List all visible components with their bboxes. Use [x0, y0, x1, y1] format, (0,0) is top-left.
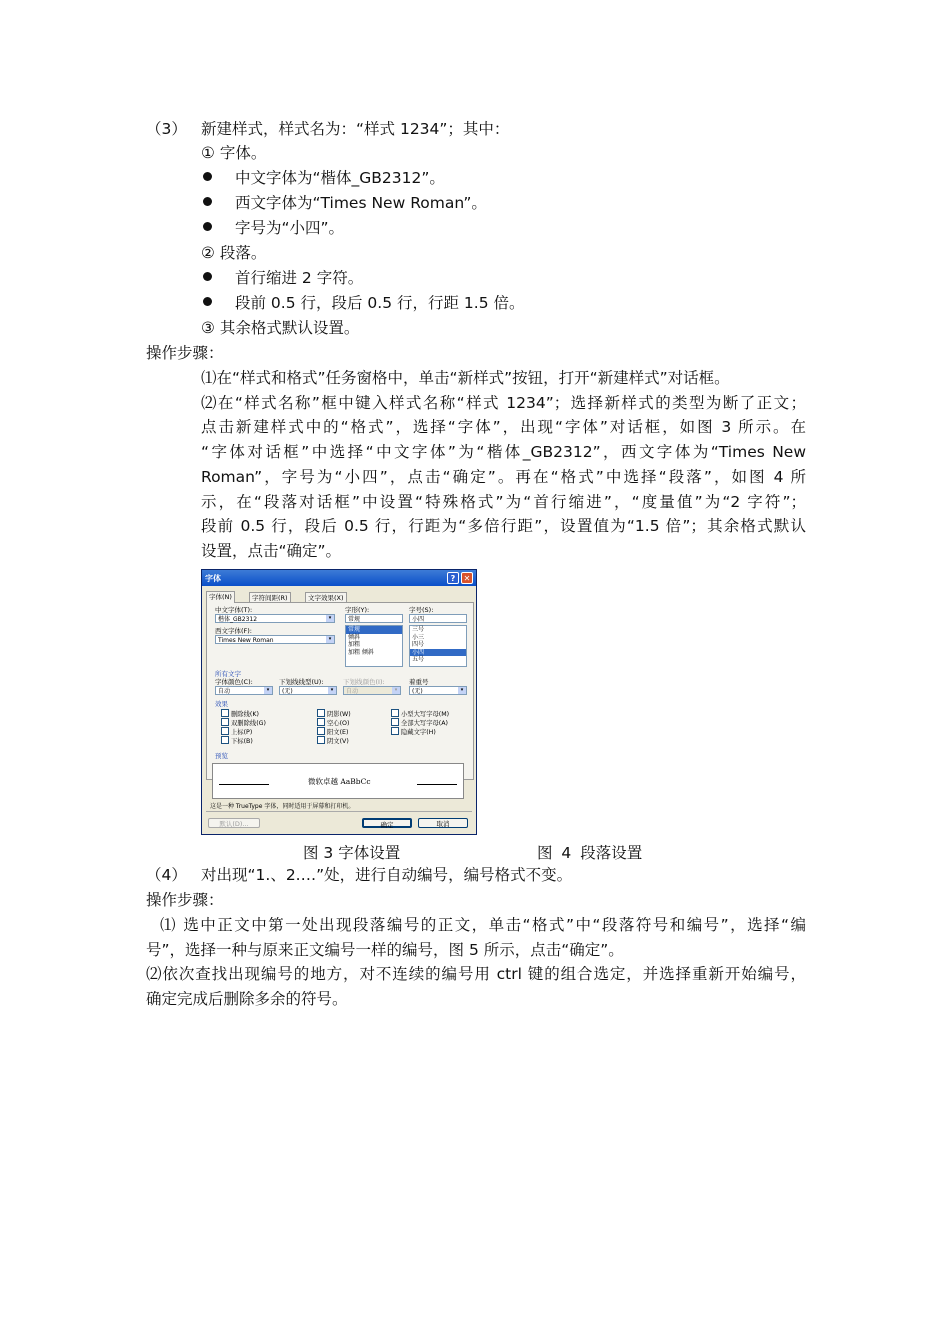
default-button[interactable]: 默认(D)...	[208, 818, 260, 828]
item-number: （3）	[146, 120, 187, 138]
west-font-label: 西文字体(F):	[215, 627, 253, 635]
cn-font-label: 中文字体(T):	[215, 606, 253, 614]
section-effects: 效果	[215, 700, 228, 708]
tab-font[interactable]: 字体(N)	[206, 591, 235, 603]
step-line: 段前 0.5 行，段后 0.5 行，行距为“多倍行距”，设置值为“1.5 倍”；其余格式默认	[201, 517, 806, 535]
list-item[interactable]: 五号	[412, 656, 425, 663]
sub-heading: ① 字体。	[201, 144, 267, 162]
figure3-caption: 图 3 字体设置	[303, 844, 401, 862]
checkbox-emboss[interactable]: 阳文(E)	[317, 727, 349, 736]
checkbox-shadow[interactable]: 阴影(W)	[317, 709, 351, 718]
checkbox-strikethrough[interactable]: 删除线(K)	[221, 709, 259, 718]
cn-font-select[interactable]	[215, 614, 335, 623]
list-item[interactable]: 小四	[410, 649, 466, 657]
font-dialog	[201, 569, 477, 835]
chevron-down-icon: ▾	[392, 687, 400, 694]
emphasis-value: (无)	[412, 688, 423, 695]
chevron-down-icon: ▾	[326, 615, 334, 622]
item-number: （4）	[146, 866, 187, 884]
figure4-caption: 图 4 段落设置	[537, 844, 643, 862]
step-line: 示，在“段落对话框”中设置“特殊格式”为“首行缩进”，“度量值”为“2 字符”；	[201, 493, 806, 511]
list-item[interactable]: 四号	[412, 641, 425, 648]
cn-font-value: 楷体_GB2312	[218, 616, 258, 623]
bullet-text: 西文字体为“Times New Roman”。	[235, 194, 487, 212]
help-button[interactable]: ?	[447, 572, 459, 584]
step-line: 点击新建样式中的“格式”，选择“字体”，出现“字体”对话框，如图 3 所示。在	[201, 418, 806, 436]
checkbox-subscript[interactable]: 下标(B)	[221, 736, 253, 745]
font-tab-panel	[206, 602, 474, 780]
dialog-titlebar	[202, 570, 476, 586]
size-input[interactable]: 小四	[409, 614, 467, 623]
underline-color-value: 自动	[346, 688, 359, 695]
underline-color-label: 下划线颜色(I):	[343, 678, 385, 686]
color-value: 自动	[218, 688, 231, 695]
steps-label: 操作步骤：	[146, 891, 224, 909]
item-text: 新建样式，样式名为：“样式 1234”；其中：	[201, 120, 510, 138]
bullet-icon	[203, 222, 212, 231]
bullet-icon	[203, 297, 212, 306]
section-all-text: 所有文字	[215, 670, 241, 678]
checkbox-small-caps[interactable]: 小型大写字母(M)	[391, 709, 449, 718]
chevron-down-icon: ▾	[264, 687, 272, 694]
step-line: 号”，选择一种与原来正文编号一样的编号，图 5 所示，点击“确定”。	[146, 941, 624, 959]
emphasis-label: 着重号	[409, 678, 429, 686]
chevron-down-icon: ▾	[328, 687, 336, 694]
underline-color-select[interactable]	[343, 686, 401, 695]
list-item[interactable]: 常规	[346, 626, 402, 634]
step-line: 确定完成后删除多余的符号。	[146, 990, 348, 1008]
list-item[interactable]: 加粗	[348, 641, 361, 648]
tab-char-spacing[interactable]: 字符间距(R)	[249, 592, 291, 603]
checkbox-all-caps[interactable]: 全部大写字母(A)	[391, 718, 448, 727]
bullet-icon	[203, 172, 212, 181]
list-item[interactable]: 加粗 倾斜	[348, 648, 374, 656]
list-item[interactable]: 倾斜	[348, 633, 361, 641]
size-list[interactable]	[409, 625, 467, 667]
close-button[interactable]: ✕	[461, 572, 473, 584]
step-line: 设置，点击“确定”。	[201, 542, 342, 560]
step-line: “字体对话框”中选择“中文字体”为“楷体_GB2312”，西文字体为“Times New	[201, 443, 806, 461]
ok-button[interactable]: 确定	[362, 818, 412, 828]
step-line: ⑵依次查找出现编号的地方，对不连续的编号用 ctrl 键的组合选定，并选择重新开始编号，	[146, 965, 806, 983]
bullet-text: 字号为“小四”。	[235, 219, 345, 237]
section-preview: 预览	[215, 752, 228, 760]
color-select[interactable]	[215, 686, 273, 695]
cancel-button[interactable]: 取消	[418, 818, 468, 828]
preview-box	[212, 763, 464, 799]
dialog-title: 字体	[205, 574, 221, 583]
steps-label: 操作步骤：	[146, 344, 224, 362]
item-text: 对出现“1.、2.…”处，进行自动编号，编号格式不变。	[201, 866, 573, 884]
checkbox-double-strikethrough[interactable]: 双删除线(G)	[221, 718, 266, 727]
style-input[interactable]: 常规	[345, 614, 403, 623]
bullet-text: 段前 0.5 行，段后 0.5 行，行距 1.5 倍。	[235, 294, 525, 312]
bullet-icon	[203, 197, 212, 206]
preview-text: 微软卓越 AaBbCc	[308, 777, 371, 786]
size-label: 字号(S):	[409, 606, 434, 614]
bullet-icon	[203, 272, 212, 281]
list-item[interactable]: 小三	[412, 633, 425, 641]
chevron-down-icon: ▾	[458, 687, 466, 694]
chevron-down-icon: ▾	[326, 636, 334, 643]
style-list[interactable]	[345, 625, 403, 667]
step-line: ⑴ 选中正文中第一处出现段落编号的正文，单击“格式”中“段落符号和编号”，选择“编	[160, 916, 806, 934]
style-label: 字形(Y):	[345, 606, 370, 614]
underline-label: 下划线线型(U):	[279, 678, 324, 686]
list-item[interactable]: 三号	[412, 626, 425, 633]
underline-value: (无)	[282, 688, 293, 695]
underline-select[interactable]	[279, 686, 337, 695]
truetype-note: 这是一种 TrueType 字体，同时适用于屏幕和打印机。	[210, 803, 355, 810]
step-text: ⑴在“样式和格式”任务窗格中，单击“新样式”按钮，打开“新建样式”对话框。	[201, 369, 730, 387]
bullet-text: 首行缩进 2 字符。	[235, 269, 364, 287]
bullet-text: 中文字体为“楷体_GB2312”。	[235, 169, 445, 187]
checkbox-outline[interactable]: 空心(O)	[317, 718, 349, 727]
sub-heading: ③ 其余格式默认设置。	[201, 319, 360, 337]
checkbox-engrave[interactable]: 阴文(V)	[317, 736, 349, 745]
checkbox-superscript[interactable]: 上标(P)	[221, 727, 252, 736]
emphasis-select[interactable]	[409, 686, 467, 695]
west-font-value: Times New Roman	[218, 637, 274, 644]
step-line: Roman”，字号为“小四”，点击“确定”。再在“格式”中选择“段落”，如图 4 所	[201, 468, 806, 486]
step-line: ⑵在“样式名称”框中键入样式名称“样式 1234”；选择新样式的类型为断了正文；	[201, 394, 806, 412]
checkbox-hidden[interactable]: 隐藏文字(H)	[391, 727, 436, 736]
color-label: 字体颜色(C):	[215, 678, 253, 686]
tab-text-effects[interactable]: 文字效果(X)	[305, 592, 347, 603]
west-font-select[interactable]	[215, 635, 335, 644]
sub-heading: ② 段落。	[201, 244, 267, 262]
